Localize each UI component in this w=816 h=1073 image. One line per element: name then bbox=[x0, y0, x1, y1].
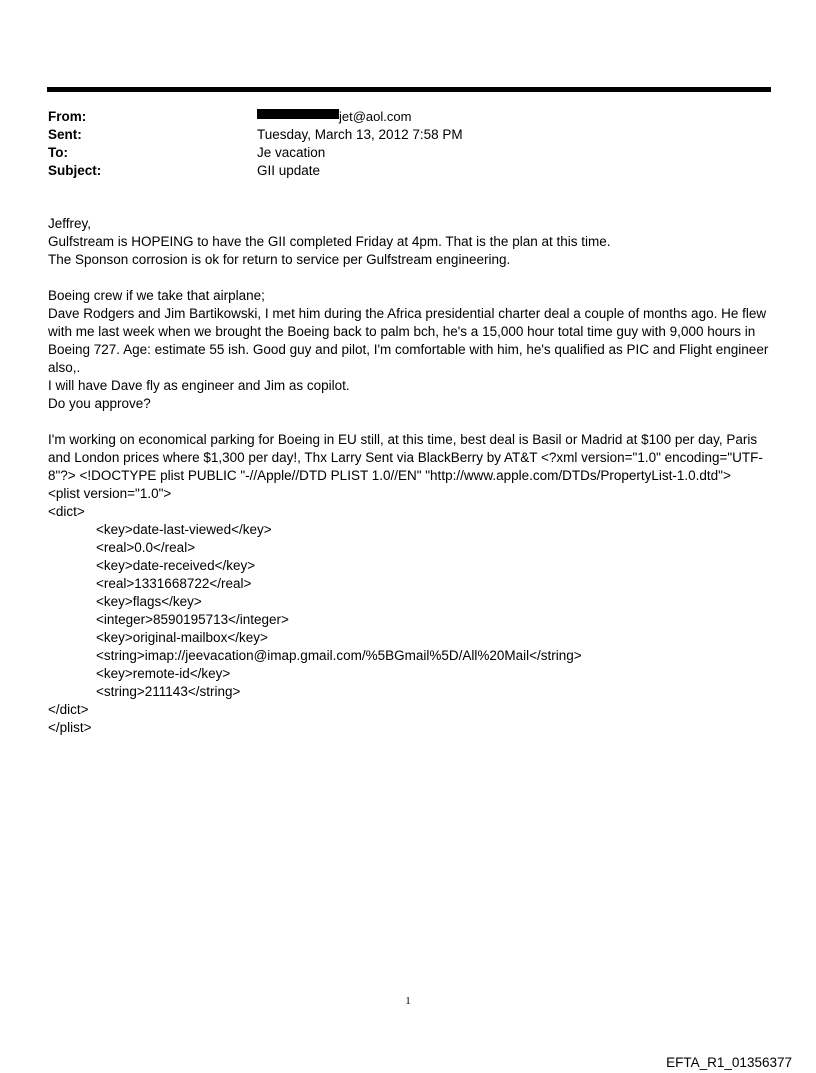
xml-line: <real>1331668722</real> bbox=[96, 576, 252, 591]
xml-line: </dict> bbox=[48, 702, 89, 717]
body-paragraph: Dave Rodgers and Jim Bartikowski, I met him during the Africa presidential charter deal a couple of months ago. He flew with me last week when we brought the Boeing back to palm bch, he's a 15,000 hour total time guy with 9,000 hours in Boeing 727. Age: estimate 55 ish. Good guy and pilot, I'm comfortable with him, he's qualified as PIC and Flight engineer also,. bbox=[48, 306, 769, 375]
body-paragraph: I'm working on economical parking for Boeing in EU still, at this time, best deal is Basil or Madrid at $100 per day, Paris and London prices where $1,300 per day!, Thx Larry Sent via BlackBerry by AT&T <?xml version="1.0" encoding="UTF-8"?> <!DOCTYPE plist PUBLIC "-//Apple//DTD PLIST 1.0//EN" "http://www.apple.com/DTDs/PropertyList-1.0.dtd"> bbox=[48, 432, 763, 483]
body-line: The Sponson corrosion is ok for return to service per Gulfstream engineering. bbox=[48, 252, 511, 267]
greeting: Jeffrey, bbox=[48, 216, 92, 231]
xml-line: <key>remote-id</key> bbox=[96, 666, 231, 681]
body-line: Gulfstream is HOPEING to have the GII completed Friday at 4pm. That is the plan at this time. bbox=[48, 234, 611, 249]
email-body bbox=[48, 215, 770, 737]
xml-line: <dict> bbox=[48, 504, 85, 519]
xml-line: <string>211143</string> bbox=[96, 684, 241, 699]
xml-line: <string>imap://jeevacation@imap.gmail.com/%5BGmail%5D/All%20Mail</string> bbox=[96, 648, 582, 663]
xml-line: <integer>8590195713</integer> bbox=[96, 612, 289, 627]
body-line: Do you approve? bbox=[48, 396, 151, 411]
subject-label: Subject: bbox=[48, 163, 102, 178]
to-value: Je vacation bbox=[257, 145, 326, 160]
xml-line: <key>flags</key> bbox=[96, 594, 202, 609]
sent-value: Tuesday, March 13, 2012 7:58 PM bbox=[257, 127, 463, 142]
document-id: EFTA_R1_01356377 bbox=[666, 1055, 792, 1070]
xml-line: <key>date-received</key> bbox=[96, 558, 256, 573]
xml-line: <real>0.0</real> bbox=[96, 540, 196, 555]
from-email: jet@aol.com bbox=[339, 109, 412, 124]
header-rule bbox=[47, 87, 771, 92]
from-value bbox=[257, 108, 411, 126]
xml-line: <key>original-mailbox</key> bbox=[96, 630, 268, 645]
xml-line: <plist version="1.0"> bbox=[48, 486, 172, 501]
from-label: From: bbox=[48, 109, 87, 124]
xml-line: <key>date-last-viewed</key> bbox=[96, 522, 272, 537]
to-label: To: bbox=[48, 145, 68, 160]
redaction-bar bbox=[257, 109, 339, 119]
sent-label: Sent: bbox=[48, 127, 82, 142]
body-line: I will have Dave fly as engineer and Jim as copilot. bbox=[48, 378, 350, 393]
page-number: 1 bbox=[405, 995, 411, 1007]
subject-value: GII update bbox=[257, 163, 321, 178]
body-line: Boeing crew if we take that airplane; bbox=[48, 288, 265, 303]
xml-line: </plist> bbox=[48, 720, 92, 735]
